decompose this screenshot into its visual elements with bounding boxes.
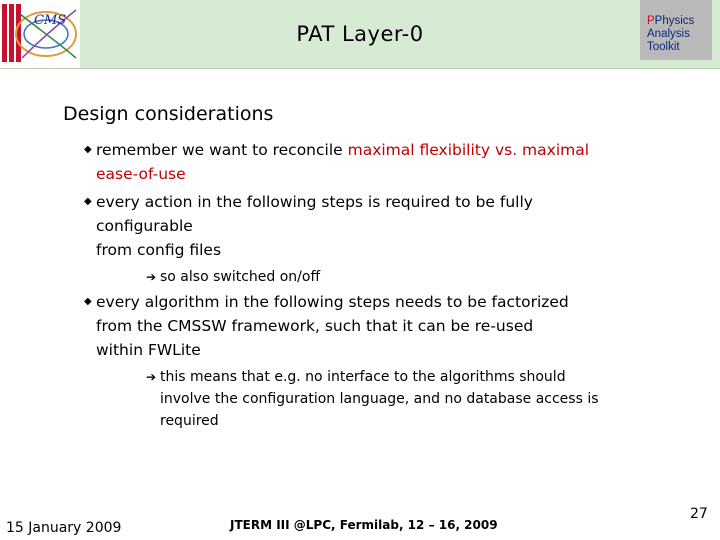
bullet-3-sub-line3: required <box>160 413 219 429</box>
bullet-2-line1: every action in the following steps is required to be fully <box>96 193 533 211</box>
svg-text:CMS: CMS <box>34 13 67 28</box>
diamond-bullet-icon: ◆ <box>84 144 92 155</box>
diamond-bullet-icon: ◆ <box>84 296 92 307</box>
bullet-1-highlight-2: ease-of-use <box>96 165 186 183</box>
bullet-2-line2: configurable <box>96 217 193 235</box>
pat-logo-line2: Analysis <box>647 28 690 40</box>
footer-date: 15 January 2009 <box>6 520 122 536</box>
arrow-right-icon: ➔ <box>146 270 157 284</box>
bullet-2-sub-text: so also switched on/off <box>160 269 321 285</box>
bullet-3-line2: from the CMSSW framework, such that it can be re-used <box>96 317 534 335</box>
page-number: 27 <box>690 506 708 522</box>
page-title: PAT Layer-0 <box>296 22 424 46</box>
bullet-1-highlight: maximal flexibility vs. maximal <box>347 141 590 159</box>
bullet-1-text: remember we want to reconcile <box>96 141 348 159</box>
pat-logo-line3: Toolkit <box>647 41 680 53</box>
bullet-3-line1: every algorithm in the following steps needs to be factorized <box>96 293 569 311</box>
bullet-3-sub <box>146 366 680 432</box>
bullet-2-sub <box>146 266 321 288</box>
arrow-right-icon: ➔ <box>146 370 157 384</box>
pat-logo: PPhysics Analysis Toolkit <box>640 0 712 60</box>
bullet-3 <box>84 290 706 362</box>
section-title: Design considerations <box>63 103 274 125</box>
bullet-3-sub-line1: this means that e.g. no interface to the algorithms should <box>160 369 566 385</box>
bullet-1 <box>84 138 696 186</box>
bullet-2-line3: from config files <box>96 241 222 259</box>
bullet-3-line3: within FWLite <box>96 341 201 359</box>
bullet-3-sub-line2: involve the configuration language, and no database access is <box>160 391 599 407</box>
diamond-bullet-icon: ◆ <box>84 196 92 207</box>
pat-logo-line1: Physics <box>654 15 695 27</box>
bullet-2 <box>84 190 696 262</box>
footer-event: JTERM III @LPC, Fermilab, 12 – 16, 2009 <box>230 518 498 532</box>
